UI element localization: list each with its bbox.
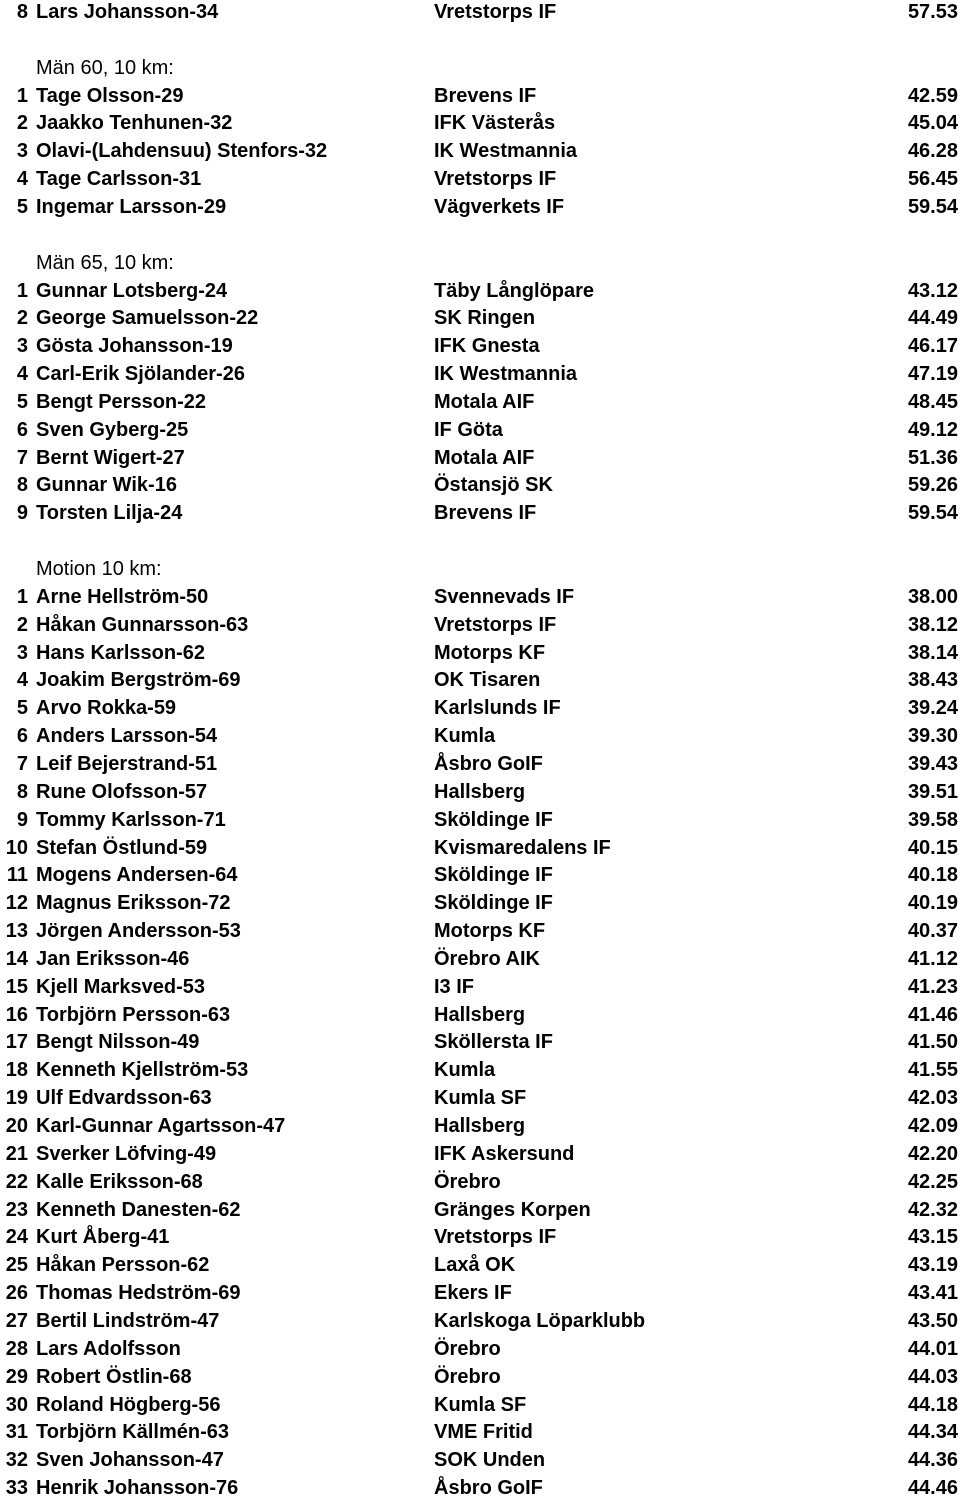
runner-name: Mogens Andersen-64 (36, 864, 238, 887)
finish-time: 44.34 (907, 1421, 958, 1444)
club-name: Kumla SF (434, 1087, 527, 1110)
finish-time: 40.18 (907, 864, 958, 887)
place-number: 4 (16, 363, 28, 386)
runner-name: Håkan Persson-62 (36, 1254, 210, 1277)
finish-time: 44.18 (907, 1393, 958, 1416)
place-number: 33 (5, 1477, 28, 1500)
club-name: OK Tisaren (434, 669, 541, 692)
result-row (0, 918, 960, 945)
result-row (0, 751, 960, 778)
result-row (0, 305, 960, 332)
finish-time: 39.30 (907, 725, 958, 748)
place-number: 4 (16, 168, 28, 191)
place-number: 1 (16, 585, 28, 608)
runner-name: Robert Östlin-68 (36, 1365, 192, 1388)
class-heading: Män 60, 10 km: (36, 56, 174, 79)
runner-name: Leif Bejerstrand-51 (36, 752, 218, 775)
result-row (0, 723, 960, 750)
club-name: IK Westmannia (434, 140, 577, 163)
place-number: 12 (5, 892, 28, 915)
finish-time: 43.12 (907, 279, 958, 302)
club-name: Kumla (434, 725, 496, 748)
result-row (0, 166, 960, 193)
place-number: 8 (16, 474, 28, 497)
club-name: Vretstorps IF (434, 1226, 557, 1249)
runner-name: Henrik Johansson-76 (36, 1477, 239, 1500)
result-row (0, 612, 960, 639)
place-number: 30 (5, 1393, 28, 1416)
place-number: 10 (5, 836, 28, 859)
place-number: 17 (5, 1031, 28, 1054)
runner-name: Bernt Wigert-27 (36, 446, 185, 469)
runner-name: Kenneth Danesten-62 (36, 1198, 241, 1221)
place-number: 2 (16, 112, 28, 135)
finish-time: 46.28 (907, 140, 958, 163)
result-row (0, 584, 960, 611)
finish-time: 40.19 (907, 892, 958, 915)
club-name: Gränges Korpen (434, 1198, 591, 1221)
finish-time: 41.23 (907, 975, 958, 998)
club-name: Brevens IF (434, 84, 537, 107)
place-number: 16 (5, 1003, 28, 1026)
club-name: Kvismaredalens IF (434, 836, 611, 859)
club-name: Örebro (434, 1170, 501, 1193)
place-number: 28 (5, 1337, 28, 1360)
club-name: Laxå OK (434, 1254, 516, 1277)
result-row (0, 1197, 960, 1224)
result-row (0, 417, 960, 444)
place-number: 2 (16, 307, 28, 330)
place-number: 9 (16, 502, 28, 525)
result-row (0, 445, 960, 472)
result-row (0, 1113, 960, 1140)
result-row (0, 194, 960, 221)
runner-name: Kalle Eriksson-68 (36, 1170, 203, 1193)
result-row (0, 138, 960, 165)
runner-name: Lars Johansson-34 (36, 1, 219, 23)
club-name: Sköllersta IF (434, 1031, 553, 1054)
runner-name: Tage Olsson-29 (36, 84, 184, 107)
result-row (0, 110, 960, 137)
result-row (0, 667, 960, 694)
place-number: 2 (16, 613, 28, 636)
place-number: 20 (5, 1115, 28, 1137)
result-row (0, 1419, 960, 1446)
finish-time: 38.14 (907, 641, 958, 664)
runner-name: Sverker Löfving-49 (36, 1142, 217, 1165)
runner-name: Ingemar Larsson-29 (36, 195, 227, 218)
place-number: 23 (5, 1198, 28, 1221)
place-number: 3 (16, 140, 28, 163)
runner-name: Torbjörn Källmén-63 (36, 1421, 229, 1444)
class-heading: Män 65, 10 km: (36, 251, 174, 274)
result-row (0, 1029, 960, 1056)
finish-time: 38.00 (907, 585, 958, 608)
runner-name: Stefan Östlund-59 (36, 836, 208, 859)
finish-time: 38.43 (907, 669, 958, 692)
runner-name: Tommy Karlsson-71 (36, 808, 226, 831)
runner-name: Arne Hellström-50 (36, 585, 209, 608)
finish-time: 47.19 (907, 363, 958, 386)
runner-name: Gösta Johansson-19 (36, 335, 233, 358)
class-heading: Motion 10 km: (36, 558, 162, 580)
finish-time: 42.59 (907, 84, 958, 107)
result-row (0, 389, 960, 416)
finish-time: 39.51 (907, 780, 958, 803)
place-number: 27 (5, 1309, 28, 1332)
place-number: 4 (16, 669, 28, 692)
runner-name: Torsten Lilja-24 (36, 502, 183, 525)
place-number: 24 (5, 1226, 28, 1249)
result-row (0, 1224, 960, 1251)
place-number: 31 (5, 1421, 28, 1444)
result-row (0, 779, 960, 806)
runner-name: Arvo Rokka-59 (36, 697, 177, 720)
runner-name: Håkan Gunnarsson-63 (36, 613, 249, 636)
club-name: IFK Västerås (434, 112, 556, 135)
runner-name: Kjell Marksved-53 (36, 975, 205, 998)
result-row (0, 1085, 960, 1112)
place-number: 29 (5, 1365, 28, 1388)
finish-time: 49.12 (907, 418, 958, 441)
place-number: 7 (16, 752, 28, 775)
finish-time: 59.54 (907, 195, 958, 218)
runner-name: Jan Eriksson-46 (36, 947, 190, 970)
club-name: Örebro AIK (434, 947, 540, 970)
finish-time: 57.53 (907, 1, 958, 23)
club-name: Täby Långlöpare (434, 279, 595, 302)
finish-time: 44.03 (907, 1365, 958, 1388)
place-number: 14 (5, 947, 28, 970)
place-number: 18 (5, 1059, 28, 1082)
result-row (0, 333, 960, 360)
runner-name: Sven Gyberg-25 (36, 418, 189, 441)
place-number: 22 (5, 1170, 28, 1193)
finish-time: 40.37 (907, 920, 958, 943)
finish-time: 48.45 (907, 390, 958, 413)
finish-time: 39.43 (907, 752, 958, 775)
club-name: IF Göta (434, 418, 503, 441)
finish-time: 41.46 (907, 1003, 958, 1026)
result-row (0, 1447, 960, 1474)
result-row (0, 862, 960, 889)
finish-time: 43.19 (907, 1254, 958, 1277)
club-name: Vretstorps IF (434, 613, 557, 636)
finish-time: 44.01 (907, 1337, 958, 1360)
club-name: Brevens IF (434, 502, 537, 525)
result-row (0, 835, 960, 862)
runner-name: Roland Högberg-56 (36, 1393, 221, 1416)
result-row (0, 890, 960, 917)
runner-name: Torbjörn Persson-63 (36, 1003, 231, 1026)
club-name: IFK Gnesta (434, 335, 540, 358)
club-name: Sköldinge IF (434, 864, 553, 887)
place-number: 5 (16, 697, 28, 720)
result-row (0, 1308, 960, 1335)
place-number: 8 (16, 1, 28, 23)
result-row (0, 1336, 960, 1363)
club-name: Svennevads IF (434, 585, 575, 608)
place-number: 5 (16, 390, 28, 413)
club-name: VME Fritid (434, 1421, 533, 1444)
place-number: 21 (5, 1142, 28, 1165)
runner-name: Karl-Gunnar Agartsson-47 (36, 1115, 286, 1137)
runner-name: Sven Johansson-47 (36, 1449, 224, 1472)
result-row (0, 361, 960, 388)
runner-name: Bertil Lindström-47 (36, 1309, 220, 1332)
club-name: Sköldinge IF (434, 892, 553, 915)
runner-name: Kurt Åberg-41 (36, 1226, 170, 1249)
finish-time: 44.46 (907, 1477, 958, 1500)
runner-name: Jaakko Tenhunen-32 (36, 112, 233, 135)
place-number: 13 (5, 920, 28, 943)
finish-time: 41.50 (907, 1031, 958, 1054)
club-name: Sköldinge IF (434, 808, 553, 831)
finish-time: 43.50 (907, 1309, 958, 1332)
runner-name: Jörgen Andersson-53 (36, 920, 241, 943)
finish-time: 43.41 (907, 1282, 958, 1305)
place-number: 6 (16, 725, 28, 748)
finish-time: 45.04 (907, 112, 958, 135)
club-name: Motala AIF (434, 390, 535, 413)
finish-time: 51.36 (907, 446, 958, 469)
place-number: 7 (16, 446, 28, 469)
club-name: Kumla (434, 1059, 496, 1082)
club-name: Hallsberg (434, 780, 526, 803)
runner-name: Tage Carlsson-31 (36, 168, 202, 191)
club-name: Motala AIF (434, 446, 535, 469)
club-name: Örebro (434, 1337, 501, 1360)
club-name: Motorps KF (434, 641, 546, 664)
result-row (0, 472, 960, 499)
club-name: Kumla SF (434, 1393, 527, 1416)
place-number: 6 (16, 418, 28, 441)
result-row (0, 695, 960, 722)
club-name: SOK Unden (434, 1449, 546, 1472)
finish-time: 42.03 (907, 1087, 958, 1110)
place-number: 1 (16, 84, 28, 107)
club-name: Karlskoga Löparklubb (434, 1309, 646, 1332)
club-name: Åsbro GoIF (434, 752, 543, 775)
club-name: Östansjö SK (434, 474, 553, 497)
club-name: Vretstorps IF (434, 168, 557, 191)
result-row (0, 1141, 960, 1168)
runner-name: Bengt Persson-22 (36, 390, 207, 413)
finish-time: 56.45 (907, 168, 958, 191)
runner-name: Gunnar Lotsberg-24 (36, 279, 228, 302)
place-number: 32 (5, 1449, 28, 1472)
finish-time: 38.12 (907, 613, 958, 636)
club-name: IK Westmannia (434, 363, 577, 386)
result-row (0, 974, 960, 1001)
runner-name: George Samuelsson-22 (36, 307, 259, 330)
finish-time: 46.17 (907, 335, 958, 358)
club-name: IFK Askersund (434, 1142, 575, 1165)
result-row (0, 807, 960, 834)
result-row (0, 946, 960, 973)
finish-time: 44.36 (907, 1449, 958, 1472)
runner-name: Lars Adolfsson (36, 1337, 181, 1360)
runner-name: Rune Olofsson-57 (36, 780, 208, 803)
runner-name: Carl-Erik Sjölander-26 (36, 363, 245, 386)
runner-name: Bengt Nilsson-49 (36, 1031, 200, 1054)
club-name: Hallsberg (434, 1003, 526, 1026)
club-name: Åsbro GoIF (434, 1477, 543, 1500)
finish-time: 40.15 (907, 836, 958, 859)
result-row (0, 1252, 960, 1279)
finish-time: 39.24 (907, 697, 958, 720)
result-row (0, 278, 960, 305)
club-name: Ekers IF (434, 1282, 512, 1305)
place-number: 3 (16, 641, 28, 664)
place-number: 3 (16, 335, 28, 358)
runner-name: Olavi-(Lahdensuu) Stenfors-32 (36, 140, 328, 163)
place-number: 26 (5, 1282, 28, 1305)
place-number: 1 (16, 279, 28, 302)
result-row (0, 1475, 960, 1502)
runner-name: Joakim Bergström-69 (36, 669, 241, 692)
finish-time: 44.49 (907, 307, 958, 330)
result-row (0, 0, 960, 26)
runner-name: Thomas Hedström-69 (36, 1282, 241, 1305)
finish-time: 42.32 (907, 1198, 958, 1221)
club-name: Karlslunds IF (434, 697, 561, 720)
runner-name: Kenneth Kjellström-53 (36, 1059, 249, 1082)
result-row (0, 500, 960, 527)
runner-name: Ulf Edvardsson-63 (36, 1087, 212, 1110)
result-row (0, 1057, 960, 1084)
runner-name: Hans Karlsson-62 (36, 641, 205, 664)
place-number: 15 (5, 975, 28, 998)
place-number: 19 (5, 1087, 28, 1110)
place-number: 25 (5, 1254, 28, 1277)
finish-time: 39.58 (907, 808, 958, 831)
club-name: Hallsberg (434, 1115, 526, 1137)
place-number: 5 (16, 195, 28, 218)
place-number: 8 (16, 780, 28, 803)
result-row (0, 83, 960, 110)
runner-name: Magnus Eriksson-72 (36, 892, 231, 915)
club-name: Motorps KF (434, 920, 546, 943)
finish-time: 41.55 (907, 1059, 958, 1082)
place-number: 11 (6, 864, 28, 887)
runner-name: Anders Larsson-54 (36, 725, 218, 748)
club-name: SK Ringen (434, 307, 536, 330)
finish-time: 42.25 (907, 1170, 958, 1193)
result-row (0, 1280, 960, 1307)
finish-time: 42.09 (907, 1115, 958, 1137)
finish-time: 42.20 (907, 1142, 958, 1165)
club-name: Vretstorps IF (434, 1, 557, 23)
finish-time: 41.12 (907, 947, 958, 970)
finish-time: 59.54 (907, 502, 958, 525)
result-row (0, 1002, 960, 1029)
result-row (0, 1364, 960, 1391)
club-name: I3 IF (434, 975, 475, 998)
result-row (0, 1392, 960, 1419)
club-name: Örebro (434, 1365, 501, 1388)
club-name: Vägverkets IF (434, 195, 565, 218)
runner-name: Gunnar Wik-16 (36, 474, 177, 497)
result-row (0, 1169, 960, 1196)
finish-time: 59.26 (907, 474, 958, 497)
result-row (0, 640, 960, 667)
place-number: 9 (16, 808, 28, 831)
finish-time: 43.15 (907, 1226, 958, 1249)
